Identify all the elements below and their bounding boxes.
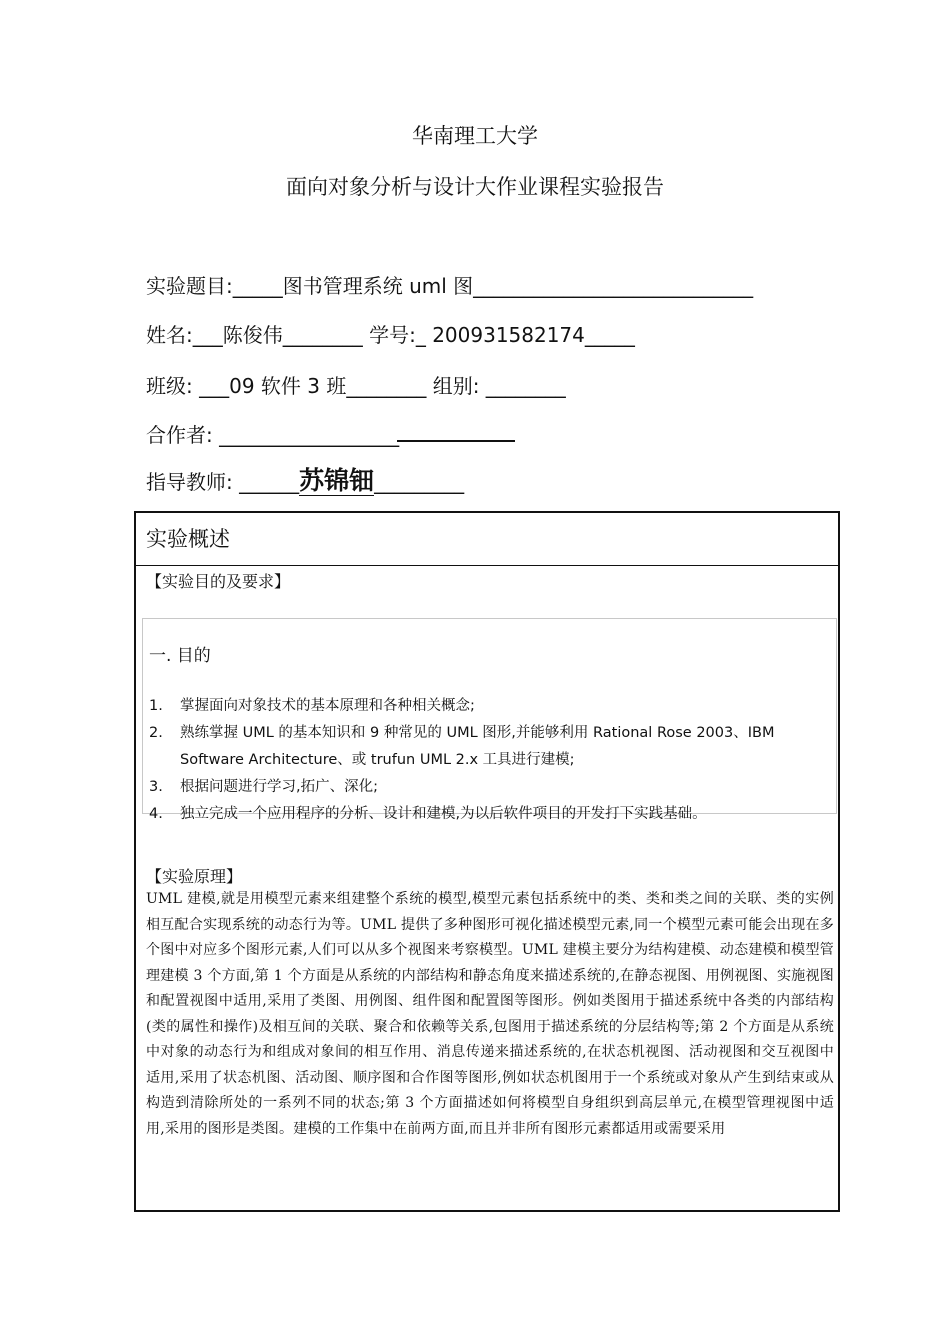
- list-item-number: 2.: [149, 725, 163, 741]
- list-item: [149, 720, 839, 774]
- objectives-title: 一. 目的: [149, 646, 211, 666]
- list-item: [149, 774, 839, 801]
- list-item-text: 掌握面向对象技术的基本原理和各种相关概念;: [180, 698, 475, 714]
- principle-section-label: 【实验原理】: [146, 867, 243, 886]
- partner-underline: [397, 426, 515, 442]
- partner-text: 合作者: __________________: [146, 423, 400, 447]
- overview-box: [134, 511, 840, 1212]
- topic-field: 实验题目:_____图书管理系统 uml 图____________________________: [146, 274, 754, 298]
- overview-heading: 实验概述: [146, 527, 230, 551]
- list-item-number: 4.: [149, 806, 163, 822]
- objectives-list: [149, 693, 839, 828]
- objectives-section-label: 【实验目的及要求】: [146, 572, 291, 591]
- heading-divider: [136, 565, 838, 566]
- list-item-text: 根据问题进行学习,拓广、深化;: [180, 779, 378, 795]
- partner-field: [146, 422, 515, 448]
- class-group-field: 班级: ___09 软件 3 班________ 组别: ________: [146, 374, 566, 398]
- list-item: [149, 693, 839, 720]
- list-item: [149, 801, 839, 828]
- list-item-number: 3.: [149, 779, 163, 795]
- list-item-text: 独立完成一个应用程序的分析、设计和建模,为以后软件项目的开发打下实践基础。: [180, 806, 707, 822]
- list-item-text: 熟练掌握 UML 的基本知识和 9 种常见的 UML 图形,并能够利用 Rational Rose 2003、IBM Software Architecture、或 trufun UML 2.x 工具进行建模;: [180, 725, 775, 768]
- advisor-suffix: _________: [374, 470, 465, 494]
- advisor-field: [146, 468, 464, 495]
- report-title: 面向对象分析与设计大作业课程实验报告: [286, 175, 664, 199]
- list-item-number: 1.: [149, 698, 163, 714]
- name-student-id-field: 姓名:___陈俊伟________ 学号:_ 200931582174_____: [146, 323, 635, 347]
- objectives-panel: [142, 618, 837, 822]
- principle-paragraph: UML 建模,就是用模型元素来组建整个系统的模型,模型元素包括系统中的类、类和类之间的关联、类的实例相互配合实现系统的动态行为等。UML 提供了多种图形可视化描述模型元素,同一个模型元素可能会出现在多个图中对应多个图形元素,人们可以从多个视图来考察模型。UML 建模主要分为结构建模、动态建模和模型管理建模 3 个方面,第 1 个方面是从系统的内部结构和静态角度来描述系统的,在静态视图、用例视图、实施视图和配置视图中适用,采用了类图、用例图、组件图和配置图等图形。例如类图用于描述系统中各类的内部结构(类的属性和操作)及相互间的关联、聚合和依赖等关系,包图用于描述系统的分层结构等;第 2 个方面是从系统中对象的动态行为和组成对象间的相互作用、消息传递来描述系统的,在状态机视图、活动视图和交互视图中适用,采用了状态机图、活动图、顺序图和合作图等图形,例如状态机图用于一个系统或对象从产生到结束或从构造到清除所处的一系列不同的状态;第 3 个方面描述如何将模型自身组织到高层单元,在模型管理视图中适用,采用的图形是类图。建模的工作集中在前两方面,而且并非所有图形元素都适用或需要采用: [146, 891, 834, 1137]
- advisor-prefix: 指导教师: ______: [146, 470, 300, 494]
- advisor-signature: 苏锦钿: [299, 466, 375, 495]
- university-name: 华南理工大学: [412, 124, 538, 148]
